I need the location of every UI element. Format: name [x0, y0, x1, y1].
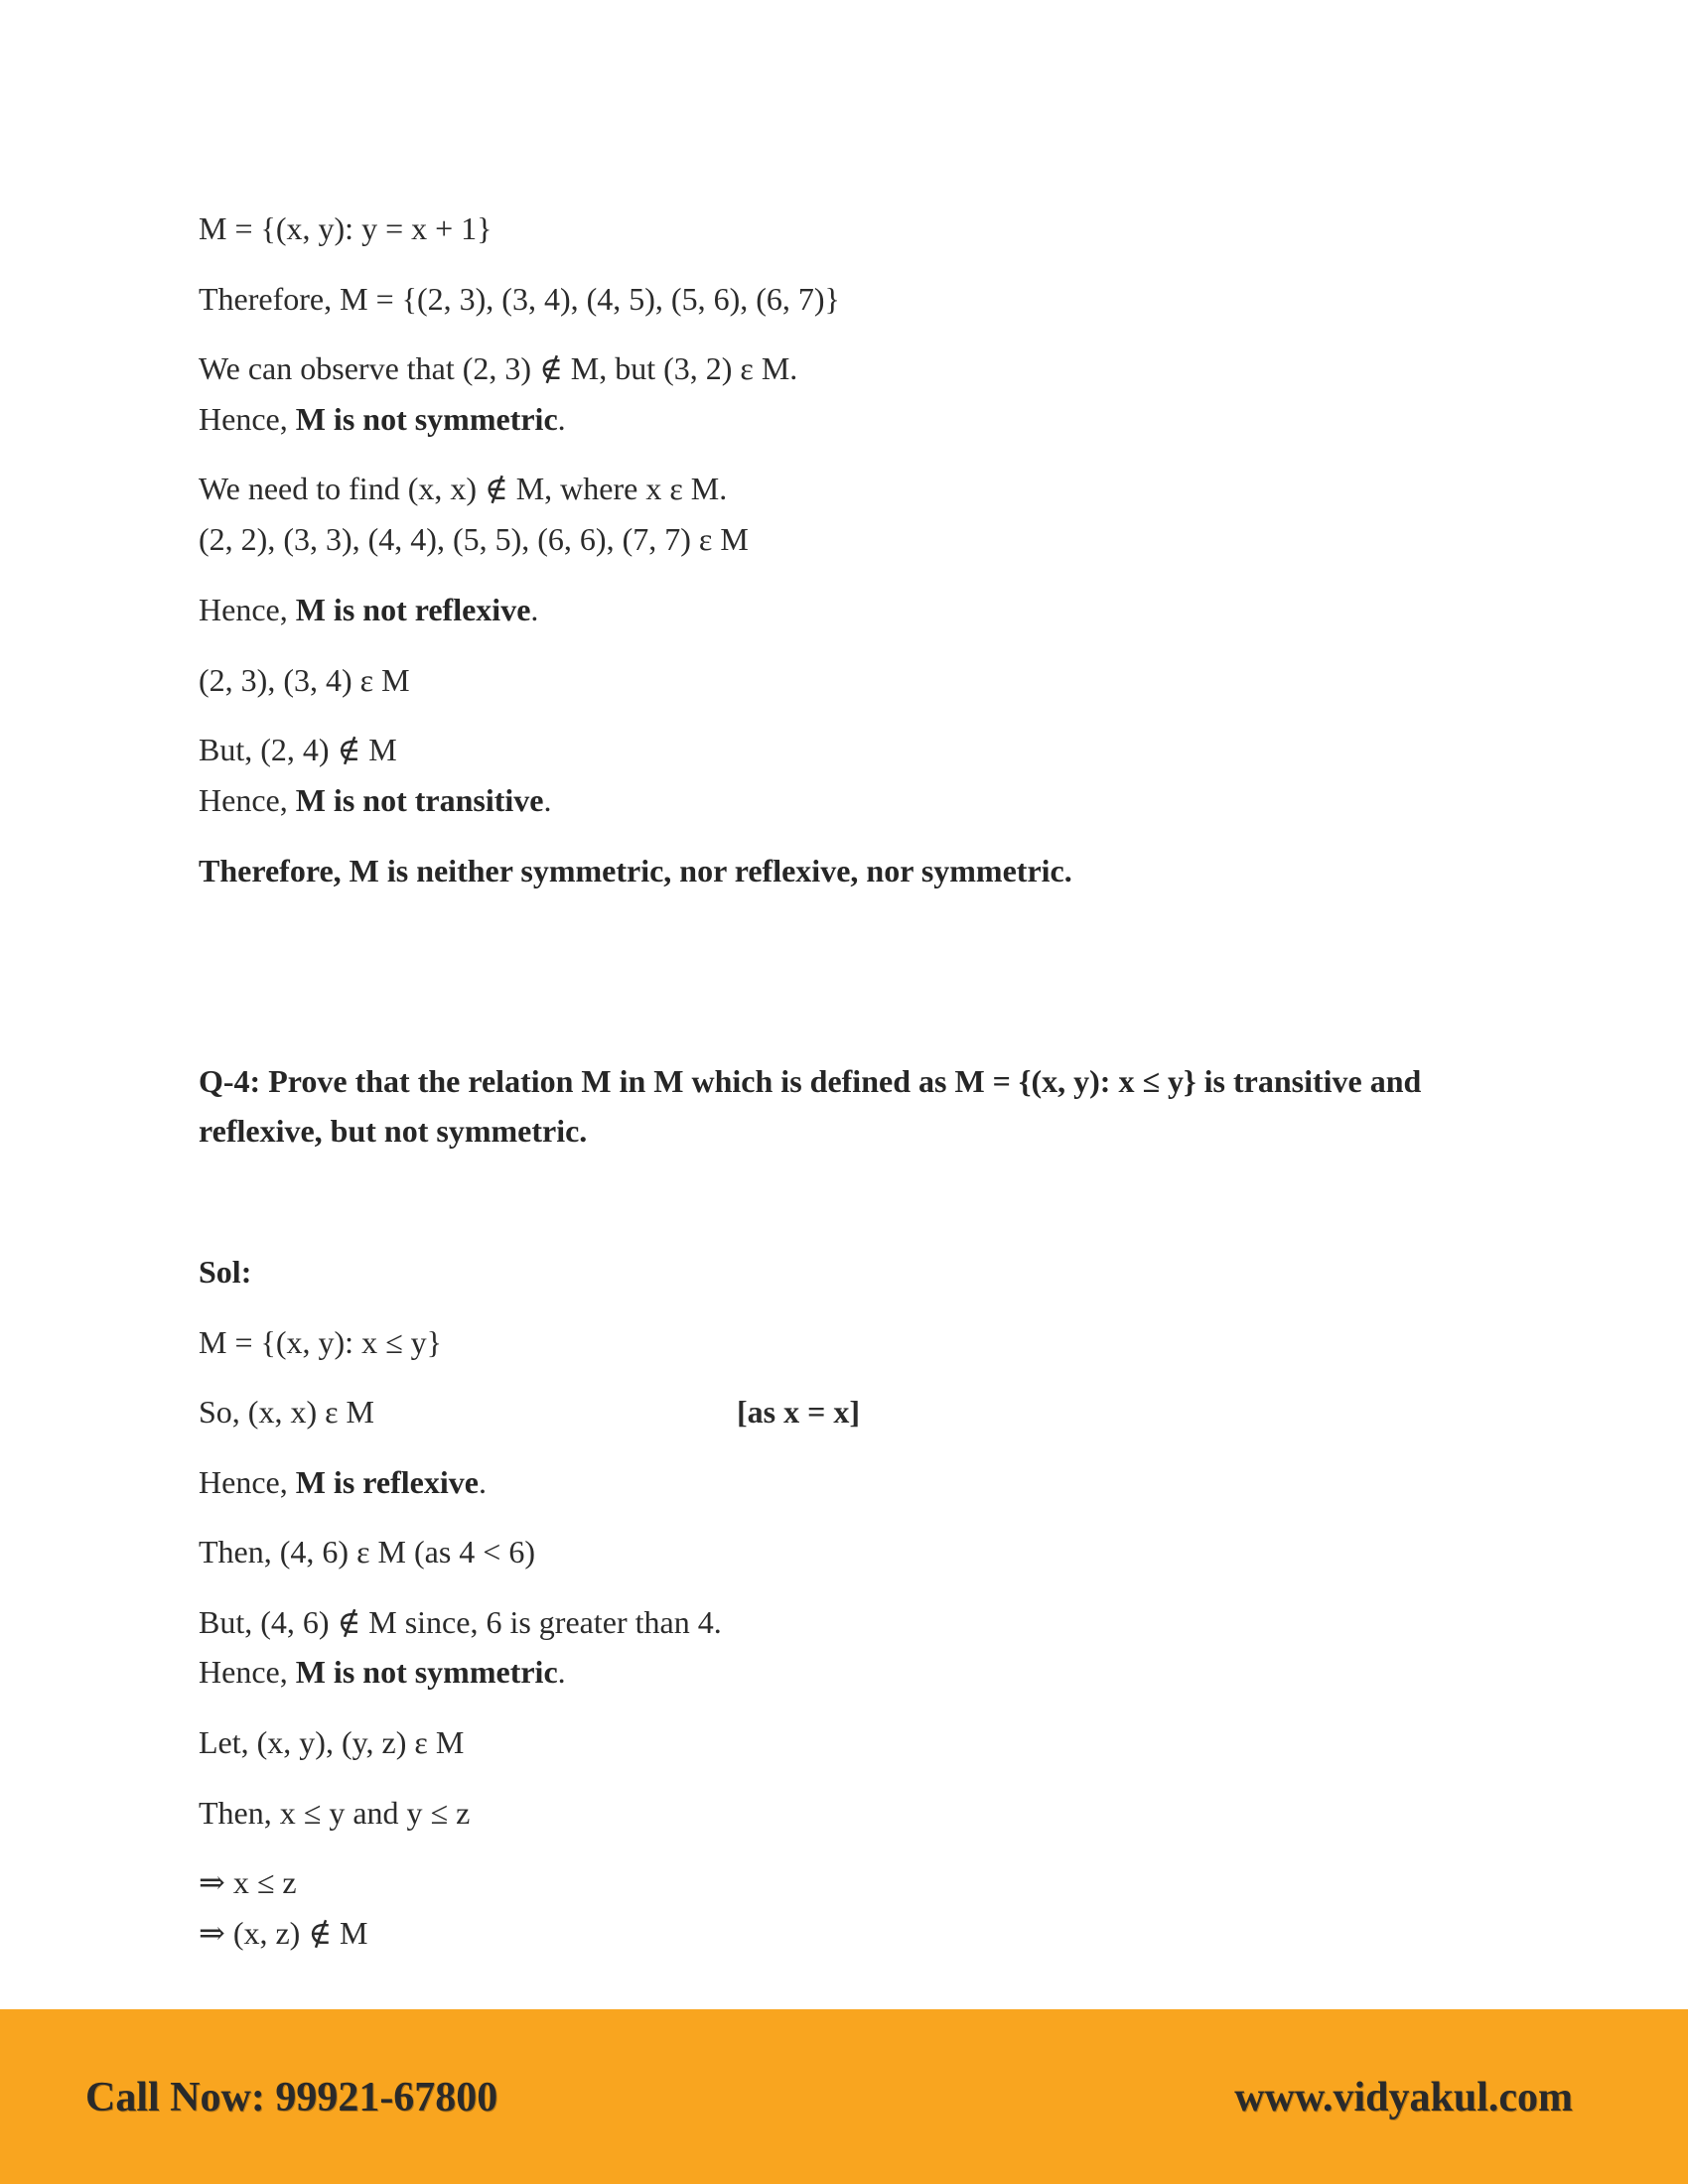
text-line: We can observe that (2, 3) ∉ M, but (3, 2) ε M.: [199, 350, 798, 386]
bold-conclusion: M is not symmetric: [295, 1654, 558, 1690]
text-segment: Hence,: [199, 1464, 296, 1500]
text-segment: Hence,: [199, 401, 296, 437]
call-now-text: Call Now: 99921-67800: [85, 2075, 498, 2120]
reason-note: [as x = x]: [737, 1394, 860, 1430]
text-line: [199, 780, 551, 820]
text-segment: .: [478, 1464, 487, 1500]
bold-conclusion: M is not transitive: [295, 782, 544, 818]
text-line: [199, 1462, 487, 1502]
bold-conclusion: M is not symmetric: [295, 401, 558, 437]
text-line: [199, 1652, 566, 1692]
text-line: But, (2, 4) ∉ M: [199, 732, 397, 767]
text-line: ⇒ x ≤ z: [199, 1864, 297, 1900]
text-line: But, (4, 6) ∉ M since, 6 is greater than 4.: [199, 1604, 722, 1640]
text-segment: .: [530, 592, 539, 627]
text-line: (2, 3), (3, 4) ε M: [199, 662, 410, 698]
text-segment: Hence,: [199, 782, 296, 818]
text-line: Therefore, M = {(2, 3), (3, 4), (4, 5), (5, 6), (6, 7)}: [199, 281, 840, 317]
bold-conclusion: M is reflexive: [295, 1464, 479, 1500]
text-line: Let, (x, y), (y, z) ε M: [199, 1724, 465, 1760]
text-line: Then, x ≤ y and y ≤ z: [199, 1795, 471, 1831]
text-line: M = {(x, y): x ≤ y}: [199, 1324, 442, 1360]
text-line: Then, (4, 6) ε M (as 4 < 6): [199, 1534, 535, 1570]
text-segment: .: [557, 1654, 566, 1690]
text-segment: .: [543, 782, 552, 818]
text-segment: .: [557, 401, 566, 437]
website-link[interactable]: www.vidyakul.com: [1234, 2075, 1573, 2120]
text-line: [199, 590, 538, 629]
footer-banner: [0, 2009, 1688, 2184]
bold-conclusion: M is not reflexive: [295, 592, 531, 627]
question-heading: Q-4: Prove that the relation M in M which is defined as M = {(x, y): x ≤ y} is transitive and: [199, 1063, 1422, 1099]
final-conclusion: Therefore, M is neither symmetric, nor reflexive, nor symmetric.: [199, 853, 1072, 888]
text-line: [199, 1392, 860, 1432]
text-segment: Hence,: [199, 1654, 296, 1690]
solution-label: Sol:: [199, 1254, 252, 1290]
text-line: M = {(x, y): y = x + 1}: [199, 210, 492, 246]
text-line: ⇒ (x, z) ∉ M: [199, 1915, 368, 1951]
question-heading-cont: reflexive, but not symmetric.: [199, 1113, 588, 1149]
text-segment: Hence,: [199, 592, 296, 627]
text-line: [199, 399, 566, 439]
text-line: We need to find (x, x) ∉ M, where x ε M.: [199, 471, 728, 506]
text-segment: So, (x, x) ε M: [199, 1394, 374, 1430]
text-line: (2, 2), (3, 3), (4, 4), (5, 5), (6, 6), (7, 7) ε M: [199, 521, 749, 557]
